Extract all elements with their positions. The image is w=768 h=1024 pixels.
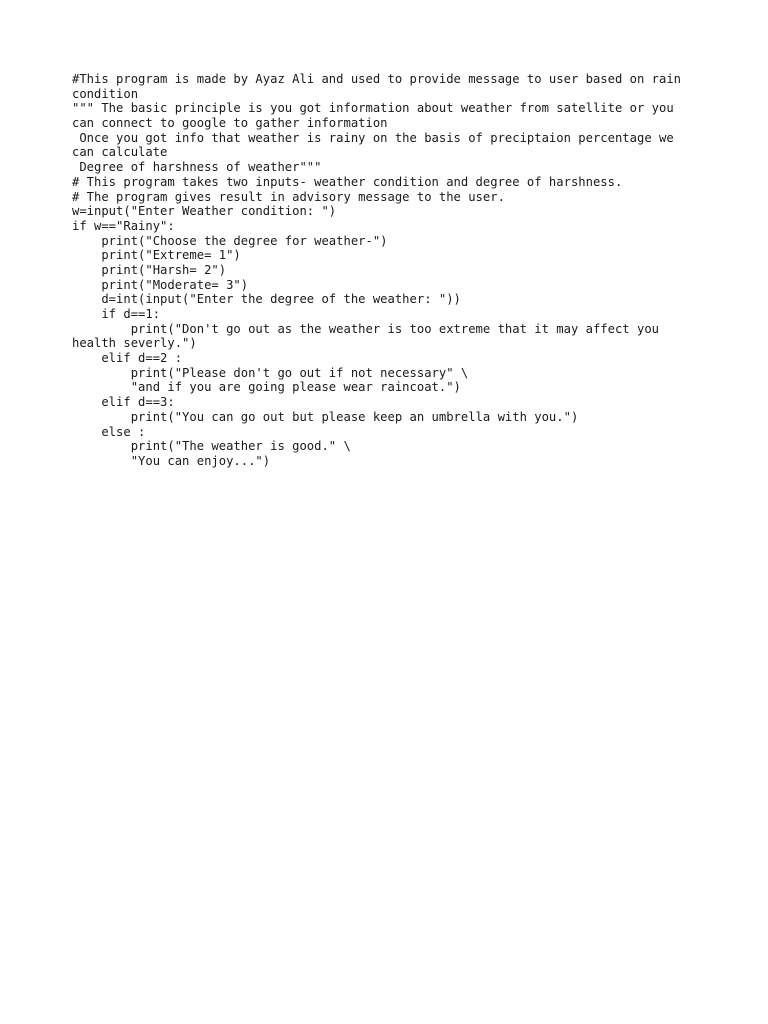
- code-line: print("Choose the degree for weather-"): [72, 233, 388, 248]
- code-line: can connect to google to gather information: [72, 116, 388, 131]
- code-line: Once you got info that weather is rainy on the basis of preciptaion percentage we: [72, 130, 674, 145]
- code-line: print("Harsh= 2"): [72, 262, 227, 277]
- code-line: elif d==2 :: [72, 351, 183, 366]
- code-line: elif d==3:: [72, 395, 175, 410]
- code-line: # The program gives result in advisory message to the user.: [72, 189, 505, 204]
- code-line: """ The basic principle is you got information about weather from satellite or you: [72, 101, 674, 116]
- code-line: if d==1:: [72, 307, 161, 321]
- code-text-block: [72, 72, 712, 469]
- code-line: "You can enjoy..."): [72, 453, 271, 468]
- code-line: print("Don't go out as the weather is too extreme that it may affect you: [72, 321, 659, 336]
- code-line: print("Extreme= 1"): [72, 248, 241, 263]
- code-line: print("Please don't go out if not necessary" \: [72, 365, 469, 380]
- code-line: d=int(input("Enter the degree of the weather: ")): [72, 292, 461, 307]
- code-line: print("You can go out but please keep an umbrella with you."): [72, 409, 579, 424]
- code-line: else :: [72, 424, 146, 439]
- code-line: if w=="Rainy":: [72, 218, 175, 233]
- code-line: # This program takes two inputs- weather condition and degree of harshness.: [72, 174, 623, 189]
- code-line: condition: [72, 86, 139, 101]
- code-line: "and if you are going please wear raincoat."): [72, 380, 461, 395]
- code-line: print("Moderate= 3"): [72, 277, 249, 292]
- code-line: health severly."): [72, 336, 197, 351]
- code-line: w=input("Enter Weather condition: "): [72, 204, 337, 219]
- code-line: print("The weather is good." \: [72, 439, 351, 454]
- code-line: #This program is made by Ayaz Ali and used to provide message to user based on rain: [72, 72, 682, 86]
- code-line: can calculate: [72, 145, 168, 160]
- code-line: Degree of harshness of weather""": [72, 160, 322, 175]
